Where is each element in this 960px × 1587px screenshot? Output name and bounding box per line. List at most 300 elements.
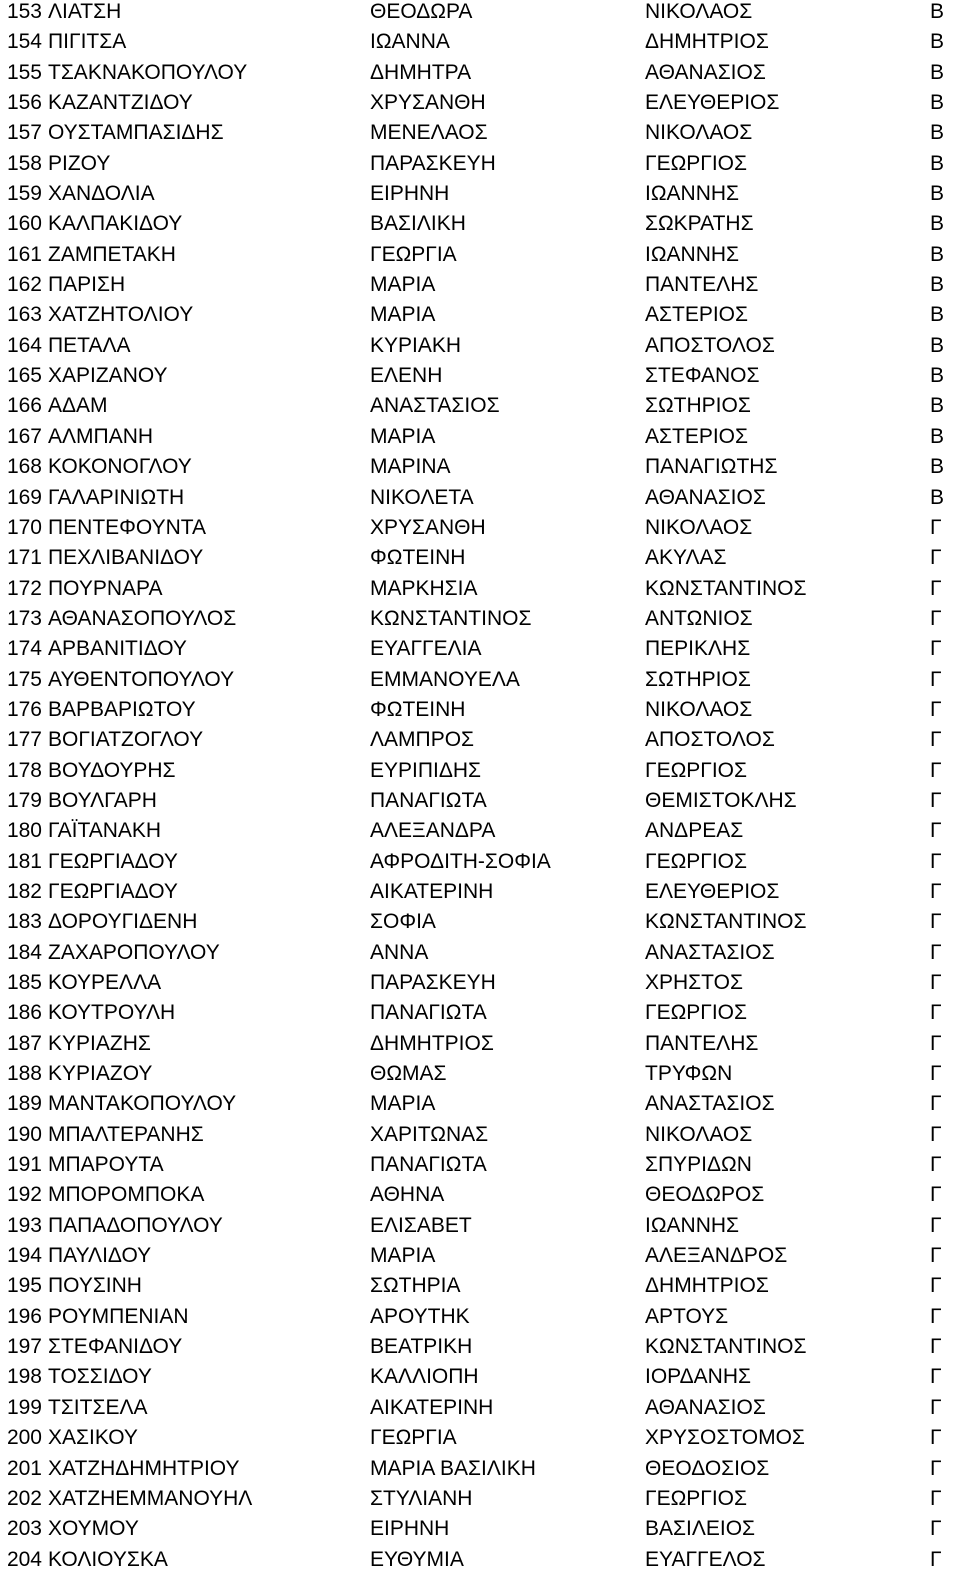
table-row	[0, 850, 960, 880]
father-name-cell: ΓΕΩΡΓΙΟΣ	[645, 1486, 747, 1510]
class-cell: Β	[930, 60, 945, 84]
father-name-cell: ΠΑΝΤΕΛΗΣ	[645, 273, 759, 297]
father-name-cell: ΝΙΚΟΛΑΟΣ	[645, 515, 753, 539]
class-cell: Γ	[930, 1426, 942, 1450]
class-cell: Β	[930, 242, 945, 266]
surname-cell: ΚΑΖΑΝΤΖΙΔΟΥ	[48, 91, 193, 115]
row-number: 172	[6, 576, 42, 600]
table-row	[0, 212, 960, 242]
class-cell: Β	[930, 121, 945, 145]
first-name-cell: ΜΑΡΙΑ	[370, 1092, 436, 1116]
class-cell: Β	[930, 424, 945, 448]
table-row	[0, 334, 960, 364]
surname-cell: ΤΣΙΤΣΕΛΑ	[48, 1395, 148, 1419]
table-row	[0, 789, 960, 819]
class-cell: Γ	[930, 1183, 942, 1207]
father-name-cell: ΒΑΣΙΛΕΙΟΣ	[645, 1517, 756, 1541]
surname-cell: ΡΙΖΟΥ	[48, 151, 111, 175]
row-number: 169	[6, 485, 42, 509]
class-cell: Γ	[930, 576, 942, 600]
table-row	[0, 1032, 960, 1062]
class-cell: Γ	[930, 1213, 942, 1237]
father-name-cell: ΝΙΚΟΛΑΟΣ	[645, 121, 753, 145]
first-name-cell: ΙΩΑΝΝΑ	[370, 30, 450, 54]
class-cell: Β	[930, 151, 945, 175]
first-name-cell: ΕΥΡΙΠΙΔΗΣ	[370, 758, 482, 782]
row-number: 158	[6, 151, 42, 175]
table-row	[0, 1123, 960, 1153]
table-row	[0, 182, 960, 212]
table-row	[0, 728, 960, 758]
row-number: 175	[6, 667, 42, 691]
table-row	[0, 759, 960, 789]
surname-cell: ΤΣΑΚΝΑΚΟΠΟΥΛΟΥ	[48, 60, 248, 84]
surname-cell: ΓΑΪΤΑΝΑΚΗ	[48, 819, 162, 843]
father-name-cell: ΕΛΕΥΘΕΡΙΟΣ	[645, 879, 780, 903]
class-cell: Β	[930, 182, 945, 206]
class-cell: Γ	[930, 1486, 942, 1510]
surname-cell: ΠΟΥΡΝΑΡΑ	[48, 576, 163, 600]
table-row	[0, 546, 960, 576]
table-row	[0, 1092, 960, 1122]
first-name-cell: ΦΩΤΕΙΝΗ	[370, 546, 466, 570]
father-name-cell: ΘΕΟΔΟΣΙΟΣ	[645, 1456, 770, 1480]
first-name-cell: ΑΦΡΟΔΙΤΗ-ΣΟΦΙΑ	[370, 849, 551, 873]
first-name-cell: ΜΑΡΚΗΣΙΑ	[370, 576, 478, 600]
class-cell: Γ	[930, 1517, 942, 1541]
first-name-cell: ΜΑΡΙΑ ΒΑΣΙΛΙΚΗ	[370, 1456, 536, 1480]
father-name-cell: ΝΙΚΟΛΑΟΣ	[645, 0, 753, 23]
row-number: 160	[6, 212, 42, 236]
row-number: 204	[6, 1547, 42, 1571]
row-number: 165	[6, 364, 42, 388]
row-number: 190	[6, 1122, 42, 1146]
first-name-cell: ΠΑΝΑΓΙΩΤΑ	[370, 1153, 487, 1177]
class-cell: Β	[930, 0, 945, 23]
father-name-cell: ΑΘΑΝΑΣΙΟΣ	[645, 1395, 766, 1419]
father-name-cell: ΑΘΑΝΑΣΙΟΣ	[645, 60, 766, 84]
first-name-cell: ΧΑΡΙΤΩΝΑΣ	[370, 1122, 489, 1146]
row-number: 198	[6, 1365, 42, 1389]
table-row	[0, 971, 960, 1001]
class-cell: Β	[930, 273, 945, 297]
first-name-cell: ΣΟΦΙΑ	[370, 910, 436, 934]
class-cell: Β	[930, 364, 945, 388]
table-row	[0, 1001, 960, 1031]
class-cell: Β	[930, 485, 945, 509]
class-cell: Β	[930, 455, 945, 479]
row-number: 202	[6, 1486, 42, 1510]
row-number: 170	[6, 515, 42, 539]
class-cell: Γ	[930, 1365, 942, 1389]
first-name-cell: ΜΑΡΙΝΑ	[370, 455, 451, 479]
father-name-cell: ΙΟΡΔΑΝΗΣ	[645, 1365, 751, 1389]
surname-cell: ΑΡΒΑΝΙΤΙΔΟΥ	[48, 637, 187, 661]
table-row	[0, 30, 960, 60]
father-name-cell: ΑΣΤΕΡΙΟΣ	[645, 424, 748, 448]
first-name-cell: ΧΡΥΣΑΝΘΗ	[370, 91, 486, 115]
surname-cell: ΜΠΟΡΟΜΠΟΚΑ	[48, 1183, 205, 1207]
table-row	[0, 1335, 960, 1365]
father-name-cell: ΘΕΟΔΩΡΟΣ	[645, 1183, 765, 1207]
father-name-cell: ΓΕΩΡΓΙΟΣ	[645, 151, 747, 175]
father-name-cell: ΑΝΑΣΤΑΣΙΟΣ	[645, 1092, 775, 1116]
class-cell: Γ	[930, 1153, 942, 1177]
row-number: 197	[6, 1335, 42, 1359]
table-row	[0, 1426, 960, 1456]
surname-cell: ΧΑΤΖΗΤΟΛΙΟΥ	[48, 303, 194, 327]
surname-cell: ΒΟΓΙΑΤΖΟΓΛΟΥ	[48, 728, 204, 752]
father-name-cell: ΓΕΩΡΓΙΟΣ	[645, 1001, 747, 1025]
row-number: 154	[6, 30, 42, 54]
class-cell: Γ	[930, 1031, 942, 1055]
table-row	[0, 607, 960, 637]
first-name-cell: ΜΑΡΙΑ	[370, 424, 436, 448]
class-cell: Β	[930, 91, 945, 115]
row-number: 199	[6, 1395, 42, 1419]
father-name-cell: ΣΩΤΗΡΙΟΣ	[645, 394, 751, 418]
first-name-cell: ΚΑΛΛΙΟΠΗ	[370, 1365, 479, 1389]
surname-cell: ΧΑΤΖΗΕΜΜΑΝΟΥΗΛ	[48, 1486, 253, 1510]
surname-cell: ΟΥΣΤΑΜΠΑΣΙΔΗΣ	[48, 121, 224, 145]
father-name-cell: ΕΛΕΥΘΕΡΙΟΣ	[645, 91, 780, 115]
surname-cell: ΓΕΩΡΓΙΑΔΟΥ	[48, 849, 178, 873]
first-name-cell: ΘΕΟΔΩΡΑ	[370, 0, 473, 23]
first-name-cell: ΑΛΕΞΑΝΔΡΑ	[370, 819, 496, 843]
surname-cell: ΣΤΕΦΑΝΙΔΟΥ	[48, 1335, 183, 1359]
class-cell: Γ	[930, 546, 942, 570]
row-number: 156	[6, 91, 42, 115]
first-name-cell: ΣΤΥΛΙΑΝΗ	[370, 1486, 473, 1510]
row-number: 162	[6, 273, 42, 297]
row-number: 163	[6, 303, 42, 327]
table-row	[0, 1457, 960, 1487]
first-name-cell: ΑΙΚΑΤΕΡΙΝΗ	[370, 1395, 494, 1419]
father-name-cell: ΣΩΤΗΡΙΟΣ	[645, 667, 751, 691]
surname-cell: ΓΑΛΑΡΙΝΙΩΤΗ	[48, 485, 185, 509]
row-number: 203	[6, 1517, 42, 1541]
father-name-cell: ΧΡΗΣΤΟΣ	[645, 971, 743, 994]
surname-cell: ΓΕΩΡΓΙΑΔΟΥ	[48, 879, 178, 903]
class-cell: Γ	[930, 879, 942, 903]
first-name-cell: ΒΑΣΙΛΙΚΗ	[370, 212, 466, 236]
first-name-cell: ΑΡΟΥΤΗΚ	[370, 1304, 470, 1328]
row-number: 195	[6, 1274, 42, 1298]
class-cell: Γ	[930, 1335, 942, 1359]
surname-cell: ΑΘΑΝΑΣΟΠΟΥΛΟΣ	[48, 606, 237, 630]
surname-cell: ΠΕΧΛΙΒΑΝΙΔΟΥ	[48, 546, 204, 570]
first-name-cell: ΚΥΡΙΑΚΗ	[370, 333, 462, 357]
table-row	[0, 516, 960, 546]
father-name-cell: ΑΝΤΩΝΙΟΣ	[645, 606, 753, 630]
class-cell: Γ	[930, 910, 942, 934]
row-number: 173	[6, 606, 42, 630]
class-cell: Γ	[930, 1062, 942, 1086]
first-name-cell: ΧΡΥΣΑΝΘΗ	[370, 515, 486, 539]
surname-cell: ΜΠΑΡΟΥΤΑ	[48, 1153, 164, 1177]
table-row	[0, 1183, 960, 1213]
row-number: 181	[6, 849, 42, 873]
table-row	[0, 668, 960, 698]
class-cell: Γ	[930, 1456, 942, 1480]
surname-cell: ΤΟΣΣΙΔΟΥ	[48, 1365, 152, 1389]
surname-cell: ΚΥΡΙΑΖΗΣ	[48, 1031, 151, 1055]
table-row	[0, 698, 960, 728]
row-number: 155	[6, 60, 42, 84]
father-name-cell: ΧΡΥΣΟΣΤΟΜΟΣ	[645, 1426, 805, 1450]
father-name-cell: ΤΡΥΦΩΝ	[645, 1062, 733, 1086]
surname-cell: ΠΕΤΑΛΑ	[48, 333, 131, 357]
row-number: 193	[6, 1213, 42, 1237]
table-row	[0, 455, 960, 485]
surname-cell: ΚΑΛΠΑΚΙΔΟΥ	[48, 212, 183, 236]
row-number: 159	[6, 182, 42, 206]
row-number: 182	[6, 879, 42, 903]
row-number: 177	[6, 728, 42, 752]
first-name-cell: ΠΑΝΑΓΙΩΤΑ	[370, 788, 487, 812]
father-name-cell: ΑΛΕΞΑΝΔΡΟΣ	[645, 1244, 788, 1268]
surname-cell: ΧΑΤΖΗΔΗΜΗΤΡΙΟΥ	[48, 1456, 240, 1480]
father-name-cell: ΑΝΑΣΤΑΣΙΟΣ	[645, 940, 775, 964]
surname-cell: ΧΑΝΔΟΛΙΑ	[48, 182, 155, 206]
table-row	[0, 273, 960, 303]
father-name-cell: ΠΑΝΤΕΛΗΣ	[645, 1031, 759, 1055]
first-name-cell: ΔΗΜΗΤΡΑ	[370, 60, 472, 84]
row-number: 167	[6, 424, 42, 448]
row-number: 179	[6, 788, 42, 812]
table-row	[0, 425, 960, 455]
first-name-cell: ΜΑΡΙΑ	[370, 273, 436, 297]
table-row	[0, 577, 960, 607]
surname-cell: ΒΟΥΔΟΥΡΗΣ	[48, 758, 176, 782]
class-cell: Γ	[930, 667, 942, 691]
first-name-cell: ΑΘΗΝΑ	[370, 1183, 445, 1207]
table-row	[0, 303, 960, 333]
table-row	[0, 364, 960, 394]
class-cell: Γ	[930, 515, 942, 539]
class-cell: Β	[930, 394, 945, 418]
first-name-cell: ΔΗΜΗΤΡΙΟΣ	[370, 1031, 494, 1055]
class-cell: Γ	[930, 1274, 942, 1298]
first-name-cell: ΕΙΡΗΝΗ	[370, 182, 450, 206]
table-row	[0, 1365, 960, 1395]
row-number: 180	[6, 819, 42, 843]
father-name-cell: ΝΙΚΟΛΑΟΣ	[645, 697, 753, 721]
row-number: 196	[6, 1304, 42, 1328]
table-row	[0, 941, 960, 971]
father-name-cell: ΑΠΟΣΤΟΛΟΣ	[645, 333, 775, 357]
father-name-cell: ΙΩΑΝΝΗΣ	[645, 182, 740, 206]
first-name-cell: ΓΕΩΡΓΙΑ	[370, 242, 457, 266]
surname-cell: ΚΟΚΟΝΟΓΛΟΥ	[48, 455, 192, 479]
row-number: 186	[6, 1001, 42, 1025]
father-name-cell: ΔΗΜΗΤΡΙΟΣ	[645, 30, 769, 54]
row-number: 187	[6, 1031, 42, 1055]
father-name-cell: ΑΘΑΝΑΣΙΟΣ	[645, 485, 766, 509]
father-name-cell: ΕΥΑΓΓΕΛΟΣ	[645, 1547, 766, 1571]
surname-cell: ΖΑΜΠΕΤΑΚΗ	[48, 242, 176, 266]
surname-cell: ΚΥΡΙΑΖΟΥ	[48, 1062, 153, 1086]
first-name-cell: ΕΥΑΓΓΕΛΙΑ	[370, 637, 482, 661]
father-name-cell: ΔΗΜΗΤΡΙΟΣ	[645, 1274, 769, 1298]
row-number: 191	[6, 1153, 42, 1177]
row-number: 164	[6, 333, 42, 357]
first-name-cell: ΦΩΤΕΙΝΗ	[370, 697, 466, 721]
first-name-cell: ΜΑΡΙΑ	[370, 303, 436, 327]
father-name-cell: ΙΩΑΝΝΗΣ	[645, 242, 740, 266]
table-row	[0, 1274, 960, 1304]
class-cell: Β	[930, 303, 945, 327]
class-cell: Γ	[930, 1122, 942, 1146]
surname-cell: ΚΟΥΤΡΟΥΛΗ	[48, 1001, 176, 1025]
surname-cell: ΜΑΝΤΑΚΟΠΟΥΛΟΥ	[48, 1092, 237, 1116]
row-number: 183	[6, 910, 42, 934]
row-number: 192	[6, 1183, 42, 1207]
class-cell: Γ	[930, 849, 942, 873]
surname-cell: ΜΠΑΛΤΕΡΑΝΗΣ	[48, 1122, 204, 1146]
first-name-cell: ΕΜΜΑΝΟΥΕΛΑ	[370, 667, 520, 691]
first-name-cell: ΕΛΙΣΑΒΕΤ	[370, 1213, 472, 1237]
father-name-cell: ΚΩΝΣΤΑΝΤΙΝΟΣ	[645, 910, 807, 934]
surname-cell: ΔΟΡΟΥΓΙΔΕΝΗ	[48, 910, 198, 934]
first-name-cell: ΑΙΚΑΤΕΡΙΝΗ	[370, 879, 494, 903]
table-row	[0, 819, 960, 849]
first-name-cell: ΓΕΩΡΓΙΑ	[370, 1426, 457, 1450]
father-name-cell: ΓΕΩΡΓΙΟΣ	[645, 849, 747, 873]
class-cell: Γ	[930, 1244, 942, 1268]
father-name-cell: ΘΕΜΙΣΤΟΚΛΗΣ	[645, 788, 797, 812]
first-name-cell: ΕΥΘΥΜΙΑ	[370, 1547, 464, 1571]
row-number: 166	[6, 394, 42, 418]
table-row	[0, 910, 960, 940]
table-row	[0, 1244, 960, 1274]
class-cell: Γ	[930, 1395, 942, 1419]
surname-cell: ΑΛΜΠΑΝΗ	[48, 424, 154, 448]
surname-cell: ΡΟΥΜΠΕΝΙΑΝ	[48, 1304, 189, 1328]
surname-cell: ΖΑΧΑΡΟΠΟΥΛΟΥ	[48, 940, 220, 964]
surname-cell: ΒΟΥΛΓΑΡΗ	[48, 788, 157, 812]
class-cell: Γ	[930, 788, 942, 812]
row-number: 153	[6, 0, 42, 23]
father-name-cell: ΓΕΩΡΓΙΟΣ	[645, 758, 747, 782]
table-row	[0, 1214, 960, 1244]
row-number: 171	[6, 546, 42, 570]
first-name-cell: ΜΕΝΕΛΑΟΣ	[370, 121, 488, 145]
surname-cell: ΧΑΣΙΚΟΥ	[48, 1426, 138, 1450]
first-name-cell: ΣΩΤΗΡΙΑ	[370, 1274, 461, 1298]
row-number: 200	[6, 1426, 42, 1450]
row-number: 185	[6, 971, 42, 994]
first-name-cell: ΝΙΚΟΛΕΤΑ	[370, 485, 474, 509]
first-name-cell: ΒΕΑΤΡΙΚΗ	[370, 1335, 473, 1359]
surname-cell: ΚΟΥΡΕΛΛΑ	[48, 971, 162, 994]
first-name-cell: ΑΝΑΣΤΑΣΙΟΣ	[370, 394, 500, 418]
table-row	[0, 486, 960, 516]
first-name-cell: ΚΩΝΣΤΑΝΤΙΝΟΣ	[370, 606, 532, 630]
row-number: 189	[6, 1092, 42, 1116]
father-name-cell: ΚΩΝΣΤΑΝΤΙΝΟΣ	[645, 576, 807, 600]
class-cell: Γ	[930, 1092, 942, 1116]
table-row	[0, 637, 960, 667]
class-cell: Γ	[930, 606, 942, 630]
surname-cell: ΠΑΠΑΔΟΠΟΥΛΟΥ	[48, 1213, 223, 1237]
surname-cell: ΠΟΥΣΙΝΗ	[48, 1274, 142, 1298]
row-number: 188	[6, 1062, 42, 1086]
row-number: 178	[6, 758, 42, 782]
first-name-cell: ΠΑΡΑΣΚΕΥΗ	[370, 971, 496, 994]
surname-cell: ΧΑΡΙΖΑΝΟΥ	[48, 364, 168, 388]
table-row	[0, 1548, 960, 1578]
class-cell: Γ	[930, 1547, 942, 1571]
first-name-cell: ΛΑΜΠΡΟΣ	[370, 728, 475, 752]
row-number: 174	[6, 637, 42, 661]
surname-cell: ΠΕΝΤΕΦΟΥΝΤΑ	[48, 515, 207, 539]
table-row	[0, 243, 960, 273]
row-number: 194	[6, 1244, 42, 1268]
first-name-cell: ΘΩΜΑΣ	[370, 1062, 447, 1086]
table-row	[0, 1396, 960, 1426]
father-name-cell: ΠΕΡΙΚΛΗΣ	[645, 637, 751, 661]
father-name-cell: ΠΑΝΑΓΙΩΤΗΣ	[645, 455, 778, 479]
row-number: 168	[6, 455, 42, 479]
first-name-cell: ΠΑΡΑΣΚΕΥΗ	[370, 151, 496, 175]
class-cell: Γ	[930, 819, 942, 843]
table-row	[0, 1487, 960, 1517]
row-number: 157	[6, 121, 42, 145]
father-name-cell: ΣΩΚΡΑΤΗΣ	[645, 212, 754, 236]
table-row	[0, 394, 960, 424]
surname-cell: ΑΔΑΜ	[48, 394, 108, 418]
surname-cell: ΛΙΑΤΣΗ	[48, 0, 122, 23]
table-row	[0, 61, 960, 91]
father-name-cell: ΣΠΥΡΙΔΩΝ	[645, 1153, 752, 1177]
father-name-cell: ΑΠΟΣΤΟΛΟΣ	[645, 728, 775, 752]
first-name-cell: ΕΙΡΗΝΗ	[370, 1517, 450, 1541]
surname-cell: ΠΙΓΙΤΣΑ	[48, 30, 127, 54]
table-row	[0, 91, 960, 121]
father-name-cell: ΑΚΥΛΑΣ	[645, 546, 727, 570]
class-cell: Γ	[930, 758, 942, 782]
table-row	[0, 1305, 960, 1335]
father-name-cell: ΑΝΔΡΕΑΣ	[645, 819, 744, 843]
surname-cell: ΑΥΘΕΝΤΟΠΟΥΛΟΥ	[48, 667, 235, 691]
row-number: 201	[6, 1456, 42, 1480]
class-cell: Γ	[930, 971, 942, 994]
class-cell: Γ	[930, 728, 942, 752]
father-name-cell: ΑΣΤΕΡΙΟΣ	[645, 303, 748, 327]
class-cell: Γ	[930, 1304, 942, 1328]
father-name-cell: ΝΙΚΟΛΑΟΣ	[645, 1122, 753, 1146]
surname-cell: ΚΟΛΙΟΥΣΚΑ	[48, 1547, 168, 1571]
father-name-cell: ΚΩΝΣΤΑΝΤΙΝΟΣ	[645, 1335, 807, 1359]
class-cell: Γ	[930, 940, 942, 964]
row-number: 161	[6, 242, 42, 266]
surname-cell: ΠΑΡΙΣΗ	[48, 273, 126, 297]
class-cell: Γ	[930, 637, 942, 661]
surname-cell: ΠΑΥΛΙΔΟΥ	[48, 1244, 152, 1268]
class-cell: Γ	[930, 1001, 942, 1025]
table-row	[0, 1062, 960, 1092]
father-name-cell: ΣΤΕΦΑΝΟΣ	[645, 364, 760, 388]
first-name-cell: ΠΑΝΑΓΙΩΤΑ	[370, 1001, 487, 1025]
first-name-cell: ΑΝΝΑ	[370, 940, 429, 964]
class-cell: Γ	[930, 697, 942, 721]
father-name-cell: ΙΩΑΝΝΗΣ	[645, 1213, 740, 1237]
first-name-cell: ΜΑΡΙΑ	[370, 1244, 436, 1268]
class-cell: Β	[930, 212, 945, 236]
table-row	[0, 880, 960, 910]
table-row	[0, 121, 960, 151]
